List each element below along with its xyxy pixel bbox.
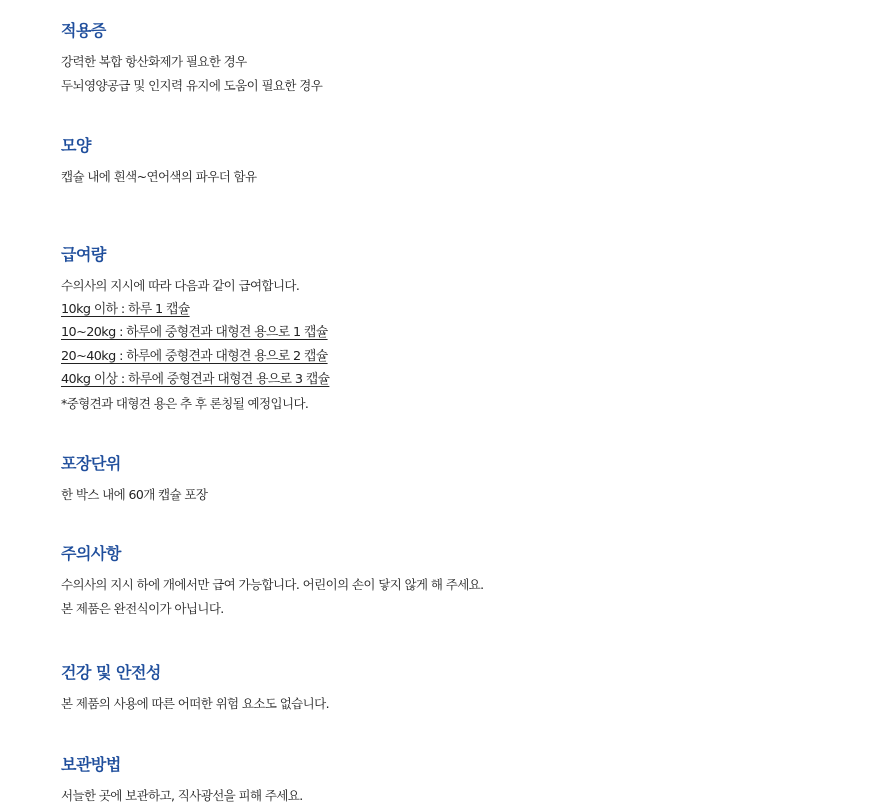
precaution-line: 수의사의 지시 하에 개에서만 급여 가능합니다. 어린이의 손이 닿지 않게 해 주세요. — [61, 577, 484, 592]
section-title: 모양 — [61, 136, 91, 155]
appearance-line: 캡슐 내에 흰색~연어색의 파우더 함유 — [61, 169, 257, 184]
storage-line: 서늘한 곳에 보관하고, 직사광선을 피해 주세요. — [61, 788, 303, 803]
safety-line: 본 제품의 사용에 따른 어떠한 위험 요소도 없습니다. — [61, 696, 329, 711]
section-title: 건강 및 안전성 — [61, 663, 161, 682]
indication-line: 두뇌영양공급 및 인지력 유지에 도움이 필요한 경우 — [61, 77, 323, 93]
section-appearance — [61, 135, 841, 189]
dosage-line: 40kg 이상 : 하루에 중형견과 대형견 용으로 3 캡슐 — [61, 372, 330, 387]
section-dosage — [61, 244, 841, 415]
section-indications — [61, 20, 841, 97]
dosage-intro: 수의사의 지시에 따라 다음과 같이 급여합니다. — [61, 278, 300, 293]
section-title: 주의사항 — [61, 544, 121, 563]
section-precautions — [61, 543, 841, 620]
packaging-line: 한 박스 내에 60개 캡슐 포장 — [61, 487, 208, 502]
section-title: 보관방법 — [61, 755, 121, 774]
dosage-line: 20~40kg : 하루에 중형견과 대형견 용으로 2 캡슐 — [61, 348, 328, 364]
indication-line: 강력한 복합 항산화제가 필요한 경우 — [61, 54, 247, 69]
section-safety — [61, 662, 841, 716]
dosage-line: 10kg 이하 : 하루 1 캡슐 — [61, 301, 190, 317]
precaution-line: 본 제품은 완전식이가 아닙니다. — [61, 600, 224, 616]
section-packaging — [61, 453, 841, 507]
section-title: 포장단위 — [61, 454, 121, 473]
section-title: 급여량 — [61, 245, 106, 264]
section-storage — [61, 754, 841, 808]
dosage-line: 10~20kg : 하루에 중형견과 대형견 용으로 1 캡슐 — [61, 325, 328, 340]
section-title: 적용증 — [61, 21, 106, 40]
dosage-note: *중형견과 대형견 용은 추 후 론칭될 예정입니다. — [61, 395, 309, 411]
